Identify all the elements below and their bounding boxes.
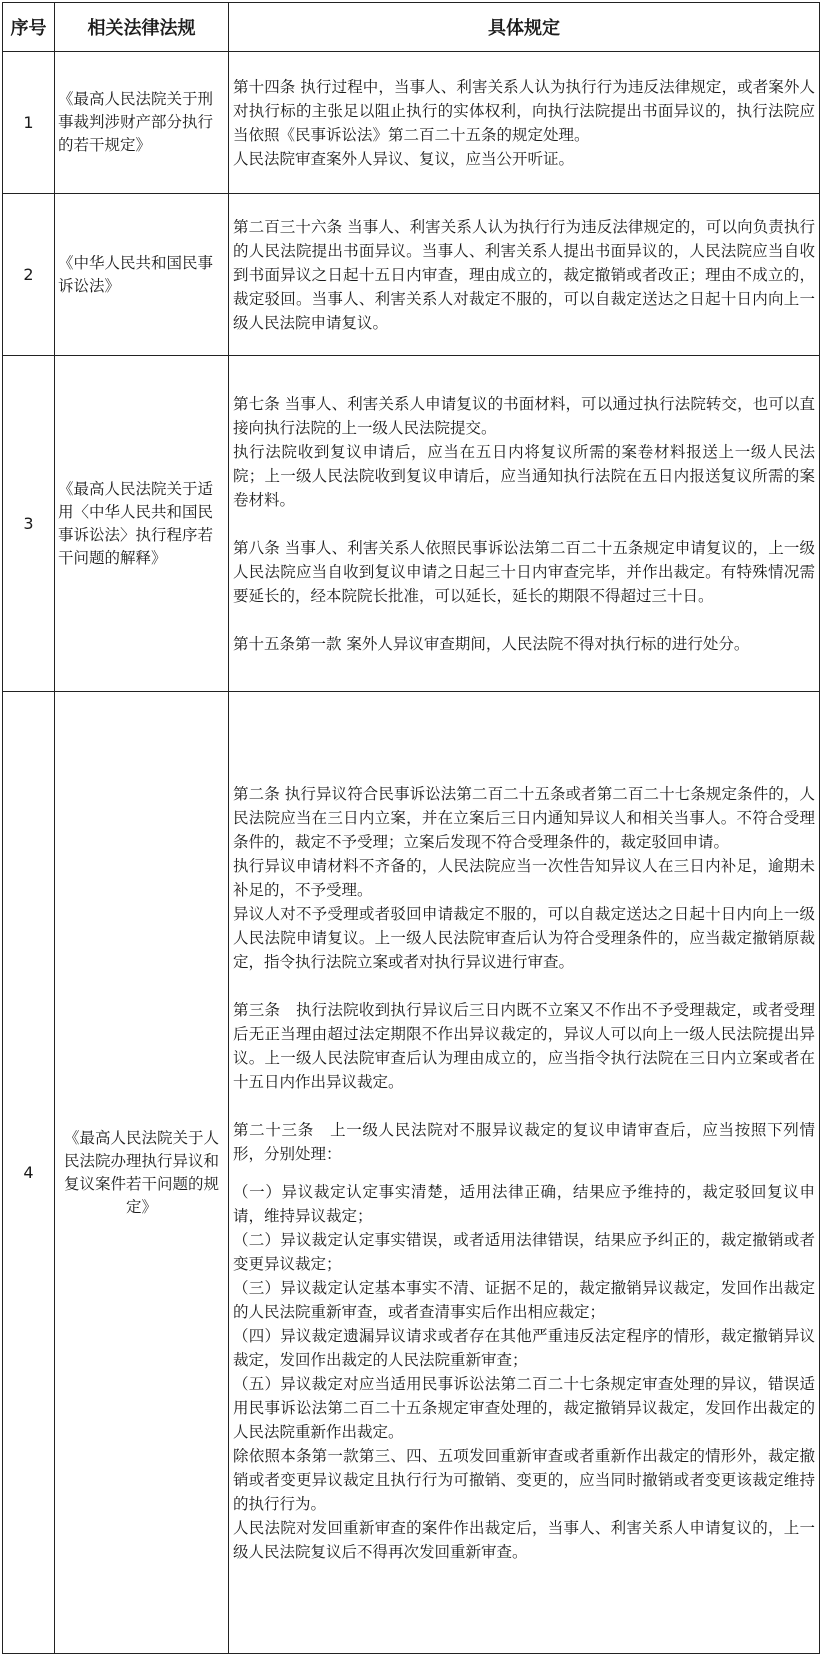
row-law: 《最高人民法院关于适用〈中华人民共和国民事诉讼法〉执行程序若干问题的解释》 (55, 356, 229, 692)
paragraph: 第十五条第一款 案外人异议审查期间，人民法院不得对执行标的进行处分。 (233, 634, 750, 653)
paragraph: 执行法院收到复议申请后，应当在五日内将复议所需的案卷材料报送上一级人民法院；上一级人民法院收到复议申请后，应当通知执行法院在五日内报送复议所需的案卷材料。 (233, 442, 815, 509)
paragraph: 第七条 当事人、利害关系人申请复议的书面材料，可以通过执行法院转交，也可以直接向执行法院的上一级人民法院提交。 (233, 394, 815, 437)
table-row (3, 194, 820, 356)
table-row (3, 356, 820, 692)
row-index: 3 (3, 356, 55, 692)
regulations-table (2, 2, 820, 1654)
paragraph: 第二十三条 上一级人民法院对不服异议裁定的复议申请审查后，应当按照下列情形，分别处理： (233, 1120, 815, 1163)
row-index: 2 (3, 194, 55, 356)
paragraph: 第八条 当事人、利害关系人依照民事诉讼法第二百二十五条规定申请复议的，上一级人民法院应当自收到复议申请之日起三十日内审查完毕，并作出裁定。有特殊情况需要延长的，经本院院长批准，可以延长，延长的期限不得超过三十日。 (233, 538, 815, 605)
paragraph: 异议人对不予受理或者驳回申请裁定不服的，可以自裁定送达之日起十日内向上一级人民法院申请复议。上一级人民法院审查后认为符合受理条件的，应当裁定撤销原裁定，指令执行法院立案或者对执行异议进行审查。 (233, 904, 815, 971)
header-index: 序号 (3, 3, 55, 52)
row-index: 4 (3, 692, 55, 1654)
row-content (229, 194, 820, 356)
paragraph: 执行异议申请材料不齐备的，人民法院应当一次性告知异议人在三日内补足，逾期未补足的，不予受理。 (233, 856, 815, 899)
header-row (3, 3, 820, 52)
paragraph: （一）异议裁定认定事实清楚，适用法律正确，结果应予维持的，裁定驳回复议申请，维持异议裁定； (233, 1182, 815, 1225)
paragraph: （五）异议裁定对应当适用民事诉讼法第二百二十七条规定审查处理的异议，错误适用民事诉讼法第二百二十五条规定审查处理的，裁定撤销异议裁定，发回作出裁定的人民法院重新作出裁定。 (233, 1374, 815, 1441)
paragraph: 第二条 执行异议符合民事诉讼法第二百二十五条或者第二百二十七条规定条件的，人民法院应当在三日内立案，并在立案后三日内通知异议人和相关当事人。不符合受理条件的，裁定不予受理；立案后发现不符合受理条件的，裁定驳回申请。 (233, 784, 815, 851)
paragraph: （二）异议裁定认定事实错误，或者适用法律错误，结果应予纠正的，裁定撤销或者变更异议裁定； (233, 1230, 815, 1273)
paragraph: 除依照本条第一款第三、四、五项发回重新审查或者重新作出裁定的情形外，裁定撤销或者变更异议裁定且执行行为可撤销、变更的，应当同时撤销或者变更该裁定维持的执行行为。 (233, 1446, 815, 1513)
row-law: 《最高人民法院关于刑事裁判涉财产部分执行的若干规定》 (55, 52, 229, 194)
header-law: 相关法律法规 (55, 3, 229, 52)
row-content (229, 52, 820, 194)
paragraph: 人民法院对发回重新审查的案件作出裁定后，当事人、利害关系人申请复议的，上一级人民法院复议后不得再次发回重新审查。 (233, 1518, 815, 1561)
row-content (229, 356, 820, 692)
row-law: 《最高人民法院关于人民法院办理执行异议和复议案件若干问题的规定》 (55, 692, 229, 1654)
paragraph: 第二百三十六条 当事人、利害关系人认为执行行为违反法律规定的，可以向负责执行的人民法院提出书面异议。当事人、利害关系人提出书面异议的，人民法院应当自收到书面异议之日起十五日内审查，理由成立的，裁定撤销或者改正；理由不成立的，裁定驳回。当事人、利害关系人对裁定不服的，可以自裁定送达之日起十日内向上一级人民法院申请复议。 (233, 217, 815, 332)
paragraph: （四）异议裁定遗漏异议请求或者存在其他严重违反法定程序的情形，裁定撤销异议裁定，发回作出裁定的人民法院重新审查； (233, 1326, 815, 1369)
table-row (3, 692, 820, 1654)
paragraph: 第三条 执行法院收到执行异议后三日内既不立案又不作出不予受理裁定，或者受理后无正当理由超过法定期限不作出异议裁定的，异议人可以向上一级人民法院提出异议。上一级人民法院审查后认为理由成立的，应当指令执行法院在三日内立案或者在十五日内作出异议裁定。 (233, 1000, 815, 1091)
row-index: 1 (3, 52, 55, 194)
table-row (3, 52, 820, 194)
header-content: 具体规定 (229, 3, 820, 52)
paragraph: （三）异议裁定认定基本事实不清、证据不足的，裁定撤销异议裁定，发回作出裁定的人民法院重新审查，或者查清事实后作出相应裁定； (233, 1278, 815, 1321)
row-law: 《中华人民共和国民事诉讼法》 (55, 194, 229, 356)
paragraph: 第十四条 执行过程中，当事人、利害关系人认为执行行为违反法律规定，或者案外人对执行标的主张足以阻止执行的实体权利，向执行法院提出书面异议的，执行法院应当依照《民事诉讼法》第二百二十五条的规定处理。 (233, 77, 815, 144)
paragraph: 人民法院审查案外人异议、复议，应当公开听证。 (233, 149, 575, 168)
row-content (229, 692, 820, 1654)
